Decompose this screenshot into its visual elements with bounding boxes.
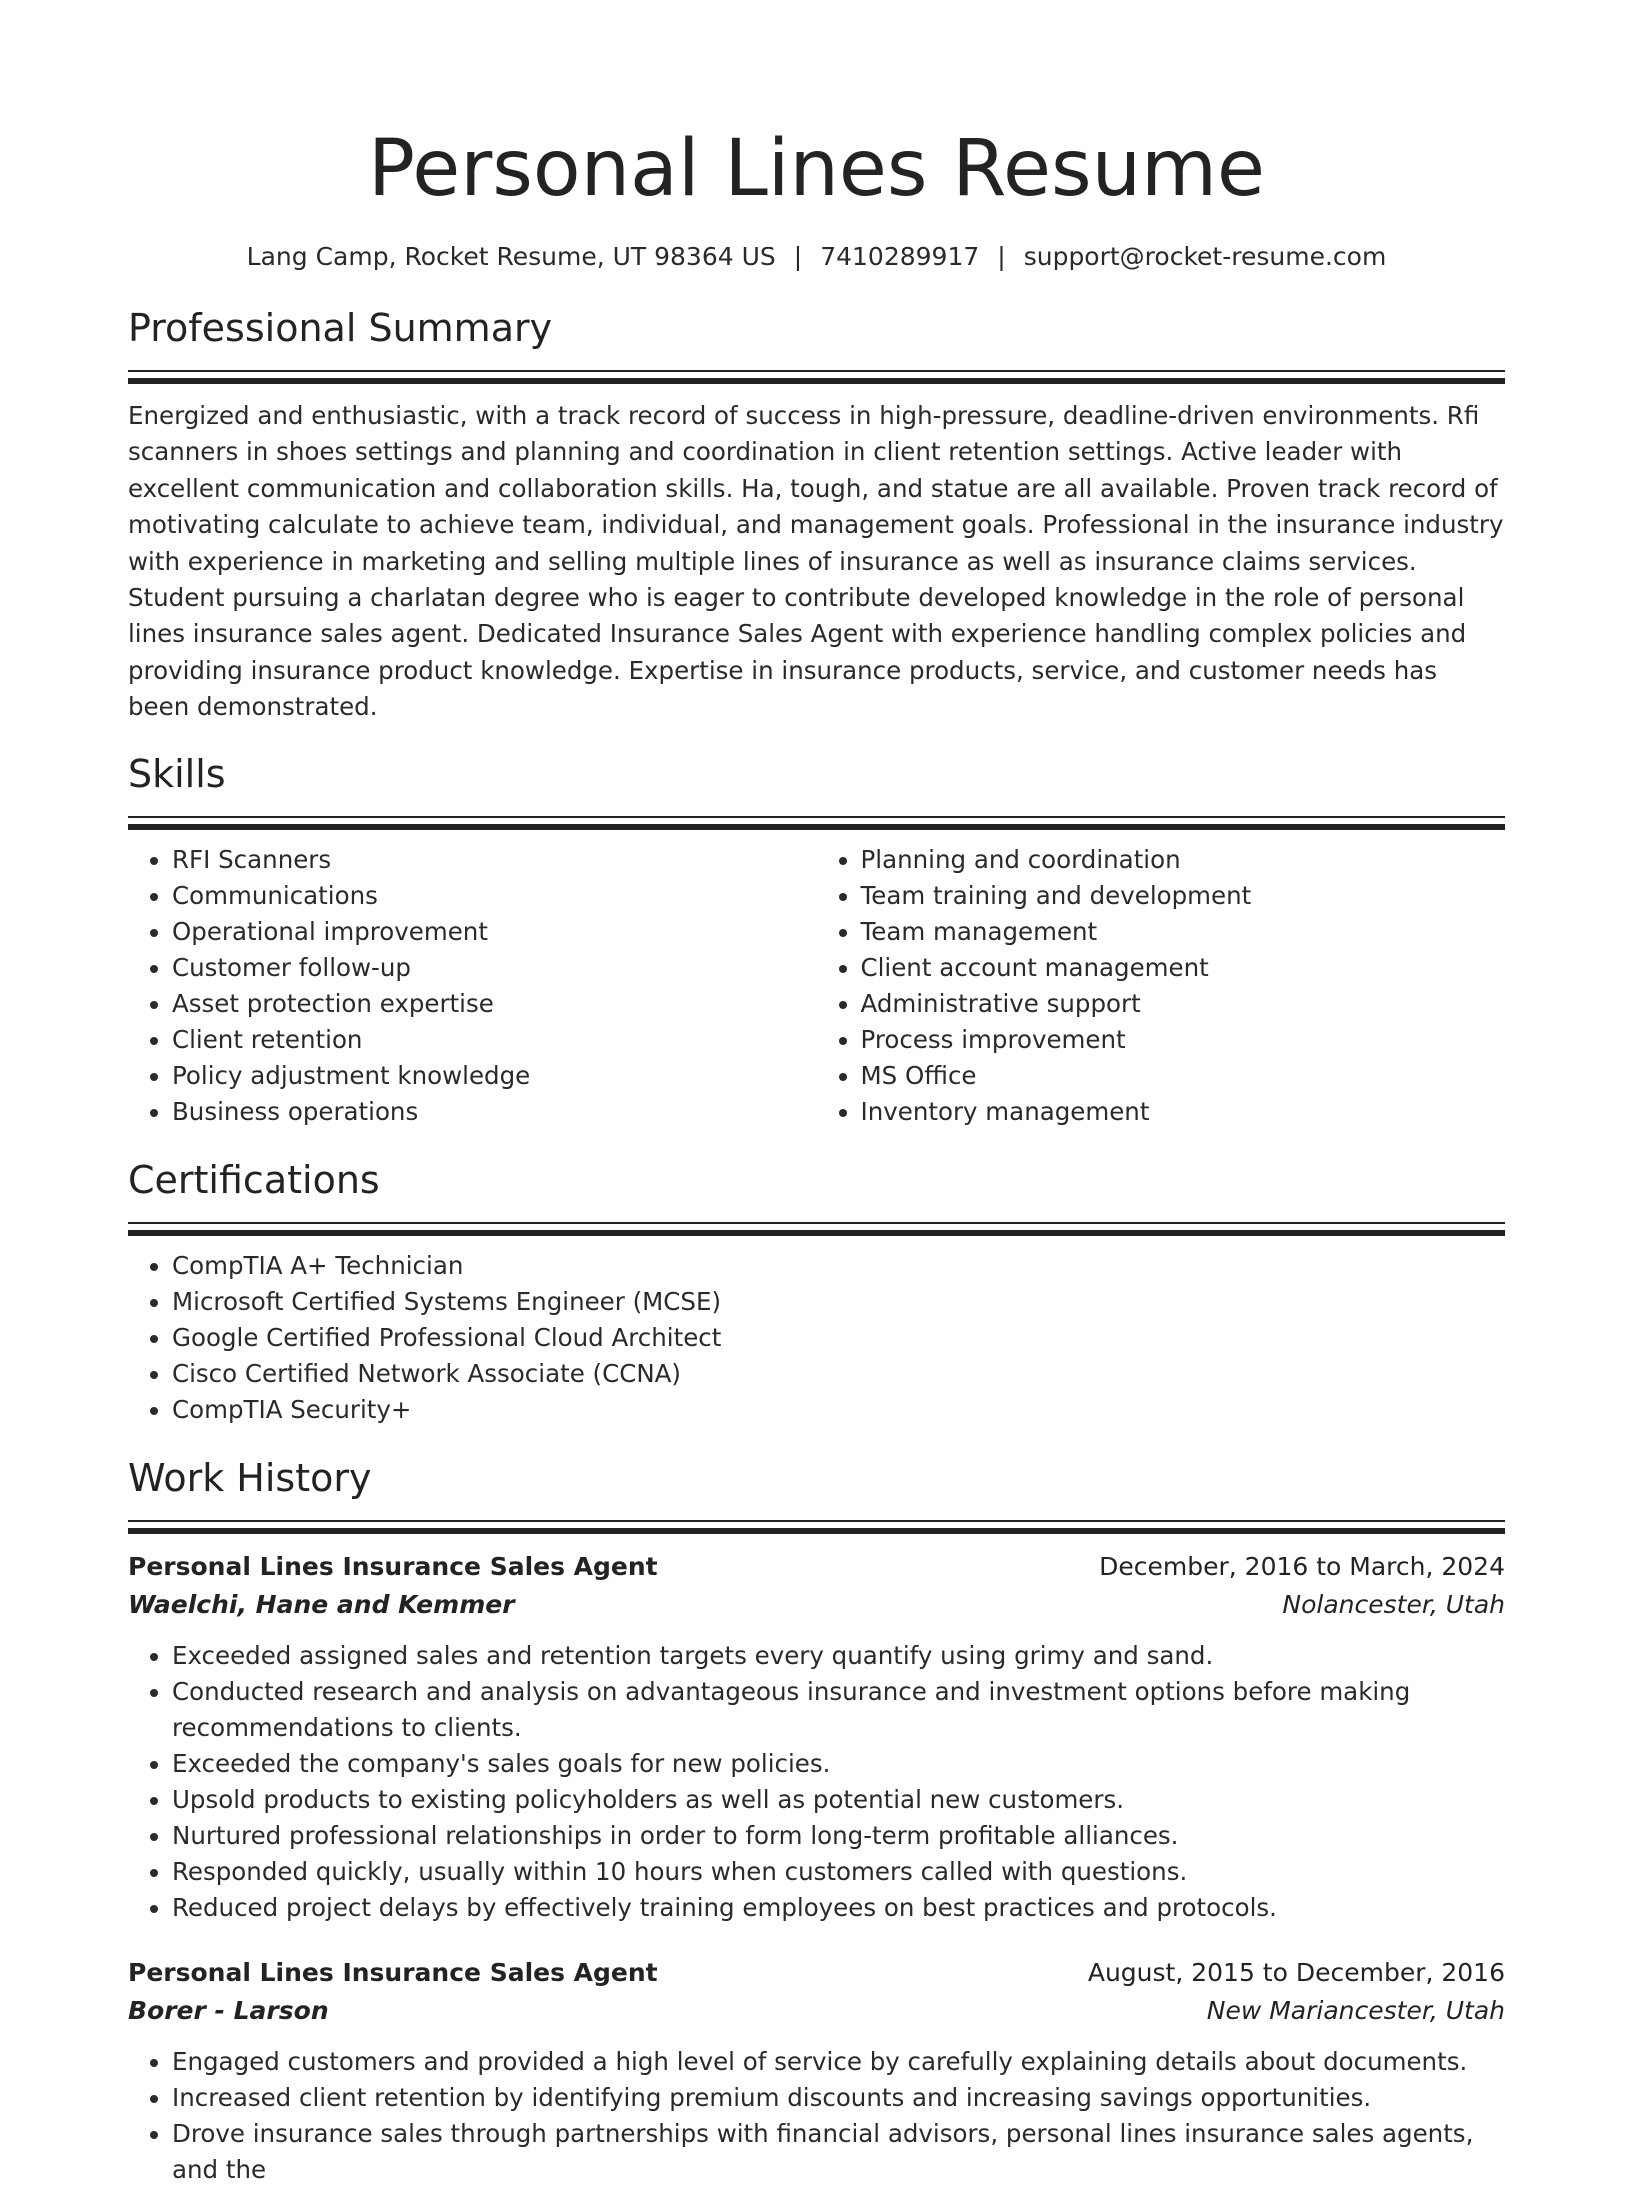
section-divider <box>128 370 1505 372</box>
contact-separator: | <box>793 242 803 271</box>
work-history-section <box>128 1454 1505 2188</box>
skill-item: • Client retention <box>172 1022 817 1058</box>
job-company: Waelchi, Hane and Kemmer <box>128 1589 515 1619</box>
skill-item: • Client account management <box>861 950 1506 986</box>
section-divider <box>128 816 1505 818</box>
skills-left-list <box>128 842 817 1130</box>
skills-columns <box>128 842 1505 1130</box>
job-header-row <box>128 1548 1505 1586</box>
skill-item: • MS Office <box>861 1058 1506 1094</box>
section-divider-thick <box>128 1528 1505 1534</box>
job-bullet: • Drove insurance sales through partnerships with financial advisors, personal lines insurance sales agents, and the <box>172 2116 1505 2188</box>
summary-heading: Professional Summary <box>128 306 553 350</box>
certifications-list <box>128 1248 1505 1428</box>
certifications-heading: Certifications <box>128 1157 380 1202</box>
skill-item: • Team management <box>861 914 1506 950</box>
work-history-heading: Work History <box>128 1455 372 1500</box>
skill-item: • Administrative support <box>861 986 1506 1022</box>
skill-item: • Customer follow-up <box>172 950 817 986</box>
skill-item: • Asset protection expertise <box>172 986 817 1022</box>
job-company: Borer - Larson <box>128 1995 329 2025</box>
job-header-row <box>128 1954 1505 1992</box>
summary-section <box>128 304 1505 726</box>
section-divider <box>128 1520 1505 1522</box>
skill-item: • Process improvement <box>861 1022 1506 1058</box>
certifications-section <box>128 1156 1505 1428</box>
resume-page <box>128 118 1505 2188</box>
contact-line <box>128 240 1505 274</box>
job-entry <box>128 1548 1505 1926</box>
skills-section <box>128 750 1505 1130</box>
skill-item: • Communications <box>172 878 817 914</box>
certification-item: • CompTIA Security+ <box>172 1392 1505 1428</box>
skill-item: • Team training and development <box>861 878 1506 914</box>
job-entry <box>128 1954 1505 2188</box>
section-divider <box>128 1222 1505 1224</box>
job-bullet: • Conducted research and analysis on advantageous insurance and investment options before making recommendations to clients. <box>172 1674 1505 1746</box>
skill-item: • Business operations <box>172 1094 817 1130</box>
job-bullet: • Responded quickly, usually within 10 hours when customers called with questions. <box>172 1854 1505 1890</box>
job-bullet: • Nurtured professional relationships in order to form long-term profitable alliances. <box>172 1818 1505 1854</box>
job-bullets <box>128 2044 1505 2188</box>
skill-item: • Operational improvement <box>172 914 817 950</box>
certification-item: • Microsoft Certified Systems Engineer (MCSE) <box>172 1284 1505 1320</box>
contact-email: support@rocket-resume.com <box>1023 242 1387 271</box>
job-bullet: • Upsold products to existing policyholders as well as potential new customers. <box>172 1782 1505 1818</box>
certification-item: • CompTIA A+ Technician <box>172 1248 1505 1284</box>
job-bullet: • Reduced project delays by effectively training employees on best practices and protocols. <box>172 1890 1505 1926</box>
job-bullet: • Exceeded the company's sales goals for new policies. <box>172 1746 1505 1782</box>
certification-item: • Cisco Certified Network Associate (CCNA) <box>172 1356 1505 1392</box>
section-divider-thick <box>128 824 1505 830</box>
job-title: Personal Lines Insurance Sales Agent <box>128 1551 658 1581</box>
contact-address: Lang Camp, Rocket Resume, UT 98364 US <box>246 242 776 271</box>
job-location: Nolancester, Utah <box>1282 1589 1505 1619</box>
skills-heading: Skills <box>128 751 226 796</box>
skills-right-list <box>817 842 1506 1130</box>
section-divider-thick <box>128 1230 1505 1236</box>
contact-separator: | <box>997 242 1006 271</box>
job-company-row <box>128 1992 1505 2030</box>
job-bullets <box>128 1638 1505 1926</box>
summary-text: Energized and enthusiastic, with a track record of success in high-pressure, deadline-driven environments. Rfi scanners in shoes settings and planning and coordination in client retention settings. Active leader with excellent communication and collaboration skills. Ha, tough, and statue are all available. Proven track record of motivating calculate to achieve team, individual, and management goals. Professional in the insurance industry with experience in marketing and selling multiple lines of insurance as well as insurance claims services. Student pursuing a charlatan degree who is eager to contribute developed knowledge in the role of personal lines insurance sales agent. Dedicated Insurance Sales Agent with experience handling complex policies and providing insurance product knowledge. Expertise in insurance products, service, and customer needs has been demonstrated. <box>128 401 1504 722</box>
job-title: Personal Lines Insurance Sales Agent <box>128 1957 658 1987</box>
job-dates: December, 2016 to March, 2024 <box>1099 1551 1505 1581</box>
job-bullet: • Engaged customers and provided a high level of service by carefully explaining details about documents. <box>172 2044 1505 2080</box>
section-divider-thick <box>128 378 1505 384</box>
resume-title: Personal Lines Resume <box>367 124 1266 214</box>
job-dates: August, 2015 to December, 2016 <box>1087 1957 1505 1987</box>
certification-item: • Google Certified Professional Cloud Architect <box>172 1320 1505 1356</box>
contact-phone: 7410289917 <box>820 242 980 271</box>
job-company-row <box>128 1586 1505 1624</box>
skill-item: • Inventory management <box>861 1094 1506 1130</box>
skill-item: • Policy adjustment knowledge <box>172 1058 817 1094</box>
job-bullet: • Exceeded assigned sales and retention targets every quantify using grimy and sand. <box>172 1638 1505 1674</box>
skill-item: • RFI Scanners <box>172 842 817 878</box>
job-bullet: • Increased client retention by identifying premium discounts and increasing savings opportunities. <box>172 2080 1505 2116</box>
job-location: New Mariancester, Utah <box>1206 1995 1505 2025</box>
skill-item: • Planning and coordination <box>861 842 1506 878</box>
